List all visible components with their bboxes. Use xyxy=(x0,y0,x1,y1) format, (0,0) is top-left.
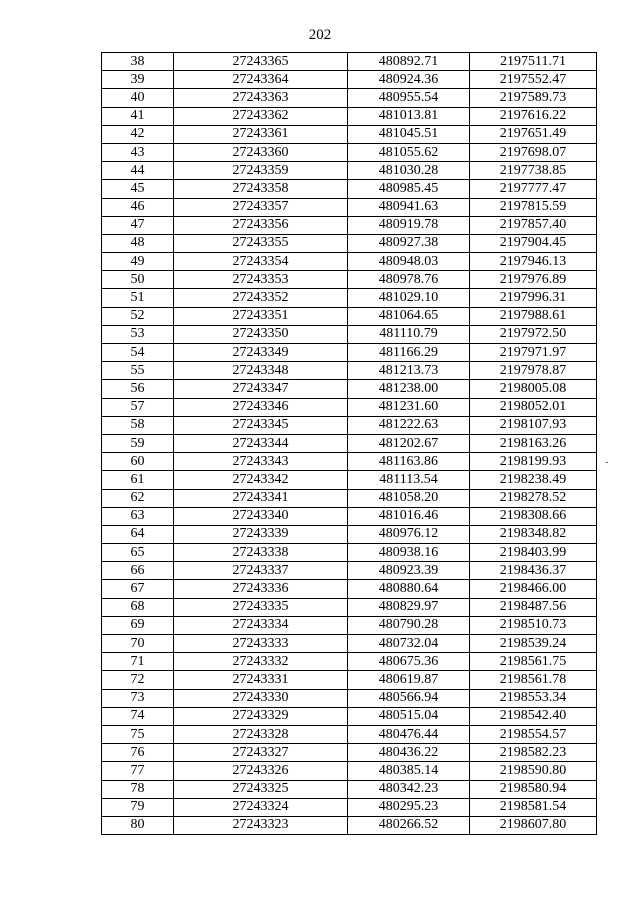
table-row xyxy=(102,162,597,180)
coordinates-table xyxy=(101,52,597,835)
row-number-cell: 42 xyxy=(102,125,174,143)
y-coordinate-cell: 2198308.66 xyxy=(470,507,597,525)
table-row xyxy=(102,325,597,343)
row-number-cell: 54 xyxy=(102,344,174,362)
x-coordinate-cell: 480266.52 xyxy=(348,816,470,834)
table-row xyxy=(102,53,597,71)
x-coordinate-cell: 481064.65 xyxy=(348,307,470,325)
row-number-cell: 53 xyxy=(102,325,174,343)
point-id-cell: 27243330 xyxy=(174,689,348,707)
point-id-cell: 27243359 xyxy=(174,162,348,180)
table-row xyxy=(102,344,597,362)
point-id-cell: 27243341 xyxy=(174,489,348,507)
x-coordinate-cell: 481055.62 xyxy=(348,143,470,161)
y-coordinate-cell: 2197738.85 xyxy=(470,162,597,180)
x-coordinate-cell: 480385.14 xyxy=(348,762,470,780)
point-id-cell: 27243344 xyxy=(174,434,348,452)
row-number-cell: 56 xyxy=(102,380,174,398)
y-coordinate-cell: 2197511.71 xyxy=(470,53,597,71)
point-id-cell: 27243327 xyxy=(174,744,348,762)
point-id-cell: 27243349 xyxy=(174,344,348,362)
x-coordinate-cell: 480955.54 xyxy=(348,89,470,107)
point-id-cell: 27243331 xyxy=(174,671,348,689)
row-number-cell: 41 xyxy=(102,107,174,125)
table-row xyxy=(102,725,597,743)
point-id-cell: 27243328 xyxy=(174,725,348,743)
x-coordinate-cell: 480880.64 xyxy=(348,580,470,598)
x-coordinate-cell: 480790.28 xyxy=(348,616,470,634)
point-id-cell: 27243352 xyxy=(174,289,348,307)
row-number-cell: 43 xyxy=(102,143,174,161)
point-id-cell: 27243350 xyxy=(174,325,348,343)
y-coordinate-cell: 2197815.59 xyxy=(470,198,597,216)
x-coordinate-cell: 481238.00 xyxy=(348,380,470,398)
x-coordinate-cell: 480829.97 xyxy=(348,598,470,616)
row-number-cell: 77 xyxy=(102,762,174,780)
row-number-cell: 65 xyxy=(102,544,174,562)
x-coordinate-cell: 480978.76 xyxy=(348,271,470,289)
row-number-cell: 70 xyxy=(102,635,174,653)
point-id-cell: 27243324 xyxy=(174,798,348,816)
table-row xyxy=(102,71,597,89)
y-coordinate-cell: 2197589.73 xyxy=(470,89,597,107)
y-coordinate-cell: 2198607.80 xyxy=(470,816,597,834)
point-id-cell: 27243342 xyxy=(174,471,348,489)
row-number-cell: 79 xyxy=(102,798,174,816)
x-coordinate-cell: 480515.04 xyxy=(348,707,470,725)
table-row xyxy=(102,416,597,434)
y-coordinate-cell: 2197552.47 xyxy=(470,71,597,89)
point-id-cell: 27243354 xyxy=(174,253,348,271)
point-id-cell: 27243365 xyxy=(174,53,348,71)
row-number-cell: 52 xyxy=(102,307,174,325)
x-coordinate-cell: 481045.51 xyxy=(348,125,470,143)
y-coordinate-cell: 2197946.13 xyxy=(470,253,597,271)
table-row xyxy=(102,198,597,216)
x-coordinate-cell: 480732.04 xyxy=(348,635,470,653)
point-id-cell: 27243323 xyxy=(174,816,348,834)
row-number-cell: 66 xyxy=(102,562,174,580)
table-row xyxy=(102,798,597,816)
row-number-cell: 47 xyxy=(102,216,174,234)
table-row xyxy=(102,562,597,580)
table-row xyxy=(102,689,597,707)
table-row xyxy=(102,471,597,489)
table-row xyxy=(102,307,597,325)
row-number-cell: 51 xyxy=(102,289,174,307)
y-coordinate-cell: 2198107.93 xyxy=(470,416,597,434)
y-coordinate-cell: 2197972.50 xyxy=(470,325,597,343)
point-id-cell: 27243336 xyxy=(174,580,348,598)
x-coordinate-cell: 480295.23 xyxy=(348,798,470,816)
table-row xyxy=(102,525,597,543)
point-id-cell: 27243361 xyxy=(174,125,348,143)
page-number: 202 xyxy=(308,27,332,43)
x-coordinate-cell: 480941.63 xyxy=(348,198,470,216)
x-coordinate-cell: 480476.44 xyxy=(348,725,470,743)
table-row xyxy=(102,544,597,562)
x-coordinate-cell: 481163.86 xyxy=(348,453,470,471)
table-row xyxy=(102,707,597,725)
y-coordinate-cell: 2198539.24 xyxy=(470,635,597,653)
table-row xyxy=(102,453,597,471)
row-number-cell: 69 xyxy=(102,616,174,634)
row-number-cell: 50 xyxy=(102,271,174,289)
y-coordinate-cell: 2197698.07 xyxy=(470,143,597,161)
row-number-cell: 55 xyxy=(102,362,174,380)
x-coordinate-cell: 481013.81 xyxy=(348,107,470,125)
x-coordinate-cell: 480919.78 xyxy=(348,216,470,234)
x-coordinate-cell: 480342.23 xyxy=(348,780,470,798)
point-id-cell: 27243338 xyxy=(174,544,348,562)
table-row xyxy=(102,489,597,507)
row-number-cell: 74 xyxy=(102,707,174,725)
point-id-cell: 27243347 xyxy=(174,380,348,398)
y-coordinate-cell: 2197978.87 xyxy=(470,362,597,380)
x-coordinate-cell: 480566.94 xyxy=(348,689,470,707)
row-number-cell: 48 xyxy=(102,234,174,252)
point-id-cell: 27243345 xyxy=(174,416,348,434)
y-coordinate-cell: 2197857.40 xyxy=(470,216,597,234)
row-number-cell: 76 xyxy=(102,744,174,762)
row-number-cell: 78 xyxy=(102,780,174,798)
table-row xyxy=(102,289,597,307)
row-number-cell: 64 xyxy=(102,525,174,543)
table-row xyxy=(102,380,597,398)
point-id-cell: 27243348 xyxy=(174,362,348,380)
table-row xyxy=(102,616,597,634)
table-row xyxy=(102,653,597,671)
y-coordinate-cell: 2198238.49 xyxy=(470,471,597,489)
row-number-cell: 39 xyxy=(102,71,174,89)
point-id-cell: 27243363 xyxy=(174,89,348,107)
y-coordinate-cell: 2197616.22 xyxy=(470,107,597,125)
row-number-cell: 57 xyxy=(102,398,174,416)
x-coordinate-cell: 481058.20 xyxy=(348,489,470,507)
y-coordinate-cell: 2197971.97 xyxy=(470,344,597,362)
y-coordinate-cell: 2198554.57 xyxy=(470,725,597,743)
y-coordinate-cell: 2197988.61 xyxy=(470,307,597,325)
table-row xyxy=(102,635,597,653)
point-id-cell: 27243335 xyxy=(174,598,348,616)
row-number-cell: 71 xyxy=(102,653,174,671)
y-coordinate-cell: 2198553.34 xyxy=(470,689,597,707)
point-id-cell: 27243325 xyxy=(174,780,348,798)
table-row xyxy=(102,107,597,125)
point-id-cell: 27243337 xyxy=(174,562,348,580)
y-coordinate-cell: 2198199.93 xyxy=(470,453,597,471)
x-coordinate-cell: 480436.22 xyxy=(348,744,470,762)
x-coordinate-cell: 481166.29 xyxy=(348,344,470,362)
row-number-cell: 49 xyxy=(102,253,174,271)
point-id-cell: 27243358 xyxy=(174,180,348,198)
point-id-cell: 27243340 xyxy=(174,507,348,525)
table-row xyxy=(102,744,597,762)
table-row xyxy=(102,671,597,689)
x-coordinate-cell: 481213.73 xyxy=(348,362,470,380)
table-row xyxy=(102,507,597,525)
row-number-cell: 68 xyxy=(102,598,174,616)
y-coordinate-cell: 2198348.82 xyxy=(470,525,597,543)
y-coordinate-cell: 2198436.37 xyxy=(470,562,597,580)
point-id-cell: 27243356 xyxy=(174,216,348,234)
row-number-cell: 38 xyxy=(102,53,174,71)
point-id-cell: 27243353 xyxy=(174,271,348,289)
y-coordinate-cell: 2198542.40 xyxy=(470,707,597,725)
y-coordinate-cell: 2198466.00 xyxy=(470,580,597,598)
row-number-cell: 46 xyxy=(102,198,174,216)
coordinates-table-body xyxy=(102,53,597,835)
x-coordinate-cell: 481222.63 xyxy=(348,416,470,434)
table-row xyxy=(102,180,597,198)
y-coordinate-cell: 2197996.31 xyxy=(470,289,597,307)
x-coordinate-cell: 481113.54 xyxy=(348,471,470,489)
row-number-cell: 58 xyxy=(102,416,174,434)
row-number-cell: 61 xyxy=(102,471,174,489)
table-row xyxy=(102,762,597,780)
point-id-cell: 27243329 xyxy=(174,707,348,725)
y-coordinate-cell: 2198590.80 xyxy=(470,762,597,780)
y-coordinate-cell: 2198052.01 xyxy=(470,398,597,416)
x-coordinate-cell: 480985.45 xyxy=(348,180,470,198)
point-id-cell: 27243351 xyxy=(174,307,348,325)
point-id-cell: 27243343 xyxy=(174,453,348,471)
row-number-cell: 44 xyxy=(102,162,174,180)
x-coordinate-cell: 481110.79 xyxy=(348,325,470,343)
y-coordinate-cell: 2198561.78 xyxy=(470,671,597,689)
table-row xyxy=(102,580,597,598)
x-coordinate-cell: 481030.28 xyxy=(348,162,470,180)
x-coordinate-cell: 480619.87 xyxy=(348,671,470,689)
x-coordinate-cell: 481202.67 xyxy=(348,434,470,452)
table-row xyxy=(102,398,597,416)
x-coordinate-cell: 480976.12 xyxy=(348,525,470,543)
x-coordinate-cell: 480675.36 xyxy=(348,653,470,671)
table-row xyxy=(102,271,597,289)
x-coordinate-cell: 480938.16 xyxy=(348,544,470,562)
table-row xyxy=(102,216,597,234)
row-number-cell: 72 xyxy=(102,671,174,689)
point-id-cell: 27243332 xyxy=(174,653,348,671)
point-id-cell: 27243334 xyxy=(174,616,348,634)
y-coordinate-cell: 2198163.26 xyxy=(470,434,597,452)
x-coordinate-cell: 481231.60 xyxy=(348,398,470,416)
point-id-cell: 27243357 xyxy=(174,198,348,216)
y-coordinate-cell: 2198487.56 xyxy=(470,598,597,616)
y-coordinate-cell: 2197904.45 xyxy=(470,234,597,252)
x-coordinate-cell: 480924.36 xyxy=(348,71,470,89)
table-row xyxy=(102,362,597,380)
table-row xyxy=(102,780,597,798)
y-coordinate-cell: 2198561.75 xyxy=(470,653,597,671)
y-coordinate-cell: 2198582.23 xyxy=(470,744,597,762)
row-number-cell: 67 xyxy=(102,580,174,598)
table-row xyxy=(102,598,597,616)
x-coordinate-cell: 480927.38 xyxy=(348,234,470,252)
point-id-cell: 27243333 xyxy=(174,635,348,653)
y-coordinate-cell: 2198278.52 xyxy=(470,489,597,507)
row-number-cell: 73 xyxy=(102,689,174,707)
margin-mark: - xyxy=(605,457,609,468)
table-row xyxy=(102,253,597,271)
row-number-cell: 45 xyxy=(102,180,174,198)
point-id-cell: 27243364 xyxy=(174,71,348,89)
y-coordinate-cell: 2198403.99 xyxy=(470,544,597,562)
x-coordinate-cell: 480923.39 xyxy=(348,562,470,580)
row-number-cell: 40 xyxy=(102,89,174,107)
y-coordinate-cell: 2197777.47 xyxy=(470,180,597,198)
x-coordinate-cell: 480948.03 xyxy=(348,253,470,271)
y-coordinate-cell: 2197976.89 xyxy=(470,271,597,289)
row-number-cell: 59 xyxy=(102,434,174,452)
point-id-cell: 27243346 xyxy=(174,398,348,416)
row-number-cell: 80 xyxy=(102,816,174,834)
y-coordinate-cell: 2197651.49 xyxy=(470,125,597,143)
y-coordinate-cell: 2198510.73 xyxy=(470,616,597,634)
row-number-cell: 62 xyxy=(102,489,174,507)
x-coordinate-cell: 481016.46 xyxy=(348,507,470,525)
point-id-cell: 27243355 xyxy=(174,234,348,252)
y-coordinate-cell: 2198580.94 xyxy=(470,780,597,798)
y-coordinate-cell: 2198005.08 xyxy=(470,380,597,398)
row-number-cell: 60 xyxy=(102,453,174,471)
point-id-cell: 27243360 xyxy=(174,143,348,161)
y-coordinate-cell: 2198581.54 xyxy=(470,798,597,816)
table-row xyxy=(102,434,597,452)
row-number-cell: 63 xyxy=(102,507,174,525)
table-row xyxy=(102,816,597,834)
table-row xyxy=(102,234,597,252)
table-row xyxy=(102,125,597,143)
table-row xyxy=(102,143,597,161)
x-coordinate-cell: 480892.71 xyxy=(348,53,470,71)
point-id-cell: 27243326 xyxy=(174,762,348,780)
row-number-cell: 75 xyxy=(102,725,174,743)
x-coordinate-cell: 481029.10 xyxy=(348,289,470,307)
point-id-cell: 27243362 xyxy=(174,107,348,125)
table-row xyxy=(102,89,597,107)
point-id-cell: 27243339 xyxy=(174,525,348,543)
